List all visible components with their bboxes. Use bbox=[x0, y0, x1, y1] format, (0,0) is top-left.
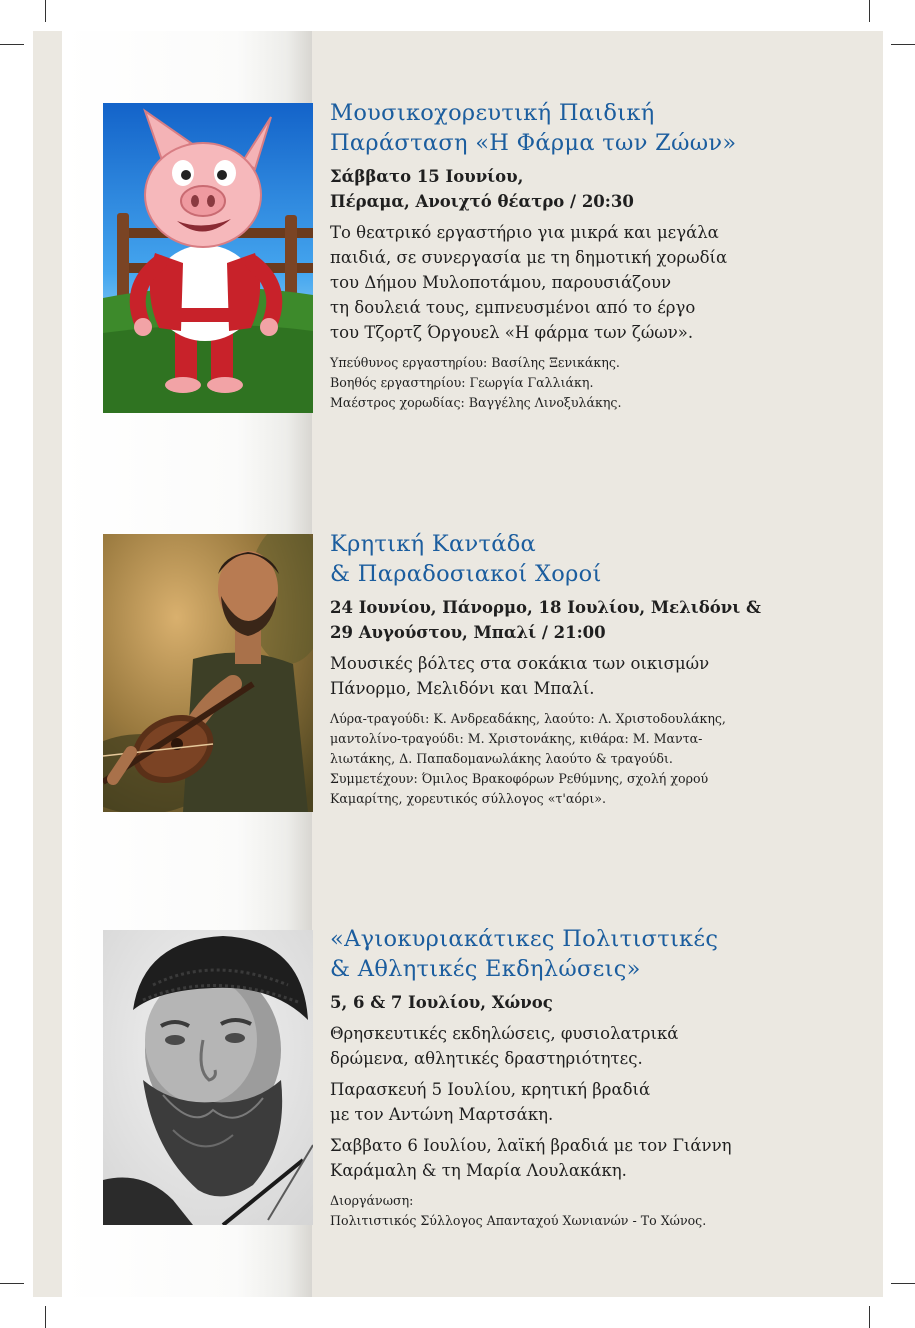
event-cretan-kantada bbox=[330, 529, 850, 809]
desc-line: Θρησκευτικές εκδηλώσεις, φυσιολατρικά bbox=[330, 1024, 679, 1043]
crop-mark bbox=[0, 44, 24, 45]
credit-line: Βοηθός εργαστηρίου: Γεωργία Γαλλιάκη. bbox=[330, 375, 594, 390]
credit-line: λιωτάκης, Δ. Παπαδομανωλάκης λαούτο & τραγούδι. bbox=[330, 751, 673, 766]
crop-mark bbox=[45, 1306, 46, 1328]
title-line: & Αθλητικές Εκδηλώσεις» bbox=[330, 956, 641, 982]
credit-line: Λύρα-τραγούδι: Κ. Ανδρεαδάκης, λαούτο: Λ. Χριστοδουλάκης, bbox=[330, 711, 726, 726]
desc-line: παιδιά, σε συνεργασία με τη δημοτική χορωδία bbox=[330, 248, 728, 267]
event-credits bbox=[330, 1191, 850, 1231]
credit-line: Υπεύθυνος εργαστηρίου: Βασίλης Ξενικάκης. bbox=[330, 355, 620, 370]
crop-mark bbox=[45, 0, 46, 22]
title-line: Κρητική Καντάδα bbox=[330, 531, 537, 557]
desc-line: Καράμαλη & τη Μαρία Λουλακάκη. bbox=[330, 1161, 627, 1180]
credit-line: Μαέστρος χορωδίας: Βαγγέλης Λινοξυλάκης. bbox=[330, 395, 622, 410]
date-line: 24 Ιουνίου, Πάνορμο, 18 Ιουλίου, Μελιδόνι & bbox=[330, 598, 761, 617]
event-description bbox=[330, 1133, 850, 1183]
event-title bbox=[330, 924, 850, 984]
event-description bbox=[330, 1021, 850, 1071]
desc-line: του Τζορτζ Όργουελ «Η φάρμα των ζώων». bbox=[330, 323, 694, 342]
credit-line: Καμαρίτης, χορευτικός σύλλογος «τ'αόρι». bbox=[330, 791, 606, 806]
title-line: Παράσταση «Η Φάρμα των Ζώων» bbox=[330, 130, 737, 156]
event-agiokyriakatikes bbox=[330, 924, 850, 1231]
date-line: 5, 6 & 7 Ιουλίου, Χώνος bbox=[330, 993, 553, 1012]
date-line: 29 Αυγούστου, Μπαλί / 21:00 bbox=[330, 623, 606, 642]
event-pig-farm bbox=[330, 98, 850, 413]
cartoon-pig-image bbox=[103, 103, 313, 413]
date-line: Πέραμα, Ανοιχτό θέατρο / 20:30 bbox=[330, 192, 634, 211]
event-title bbox=[330, 529, 850, 589]
event-date-place bbox=[330, 164, 850, 214]
desc-line: του Δήμου Μυλοποτάμου, παρουσιάζουν bbox=[330, 273, 672, 292]
title-line: «Αγιοκυριακάτικες Πολιτιστικές bbox=[330, 926, 719, 952]
crop-mark bbox=[869, 1306, 870, 1328]
credit-line: Συμμετέχουν: Όμιλος Βρακοφόρων Ρεθύμνης, σχολή χορού bbox=[330, 771, 709, 786]
desc-line: Παρασκευή 5 Ιουλίου, κρητική βραδιά bbox=[330, 1080, 651, 1099]
bearded-man-photo bbox=[103, 930, 313, 1225]
event-description bbox=[330, 1077, 850, 1127]
desc-line: Σαββατο 6 Ιουλίου, λαϊκή βραδιά με τον Γιάννη bbox=[330, 1136, 732, 1155]
desc-line: Πάνορμο, Μελιδόνι και Μπαλί. bbox=[330, 679, 595, 698]
event-description bbox=[330, 651, 850, 701]
event-title bbox=[330, 98, 850, 158]
credit-line: Διοργάνωση: bbox=[330, 1193, 414, 1208]
crop-mark bbox=[869, 0, 870, 22]
desc-line: Το θεατρικό εργαστήριο για μικρά και μεγάλα bbox=[330, 223, 719, 242]
crop-mark bbox=[891, 1283, 915, 1284]
desc-line: τη δουλειά τους, εμπνευσμένοι από το έργο bbox=[330, 298, 696, 317]
title-line: & Παραδοσιακοί Χοροί bbox=[330, 561, 602, 587]
event-description bbox=[330, 220, 850, 345]
credit-line: μαντολίνο-τραγούδι: Μ. Χριστονάκης, κιθάρα: Μ. Μαντα- bbox=[330, 731, 703, 746]
credit-line: Πολιτιστικός Σύλλογος Απανταχού Χωνιανών - Το Χώνος. bbox=[330, 1213, 707, 1228]
desc-line: δρώμενα, αθλητικές δραστηριότητες. bbox=[330, 1049, 643, 1068]
event-date-place bbox=[330, 595, 850, 645]
crop-mark bbox=[891, 44, 915, 45]
event-credits bbox=[330, 353, 850, 413]
event-date-place bbox=[330, 990, 850, 1015]
desc-line: Μουσικές βόλτες στα σοκάκια των οικισμών bbox=[330, 654, 710, 673]
title-line: Μουσικοχορευτική Παιδική bbox=[330, 100, 655, 126]
date-line: Σάββατο 15 Ιουνίου, bbox=[330, 167, 524, 186]
crop-mark bbox=[0, 1283, 24, 1284]
event-credits bbox=[330, 709, 850, 809]
desc-line: με τον Αντώνη Μαρτσάκη. bbox=[330, 1105, 554, 1124]
lute-player-photo bbox=[103, 534, 313, 812]
